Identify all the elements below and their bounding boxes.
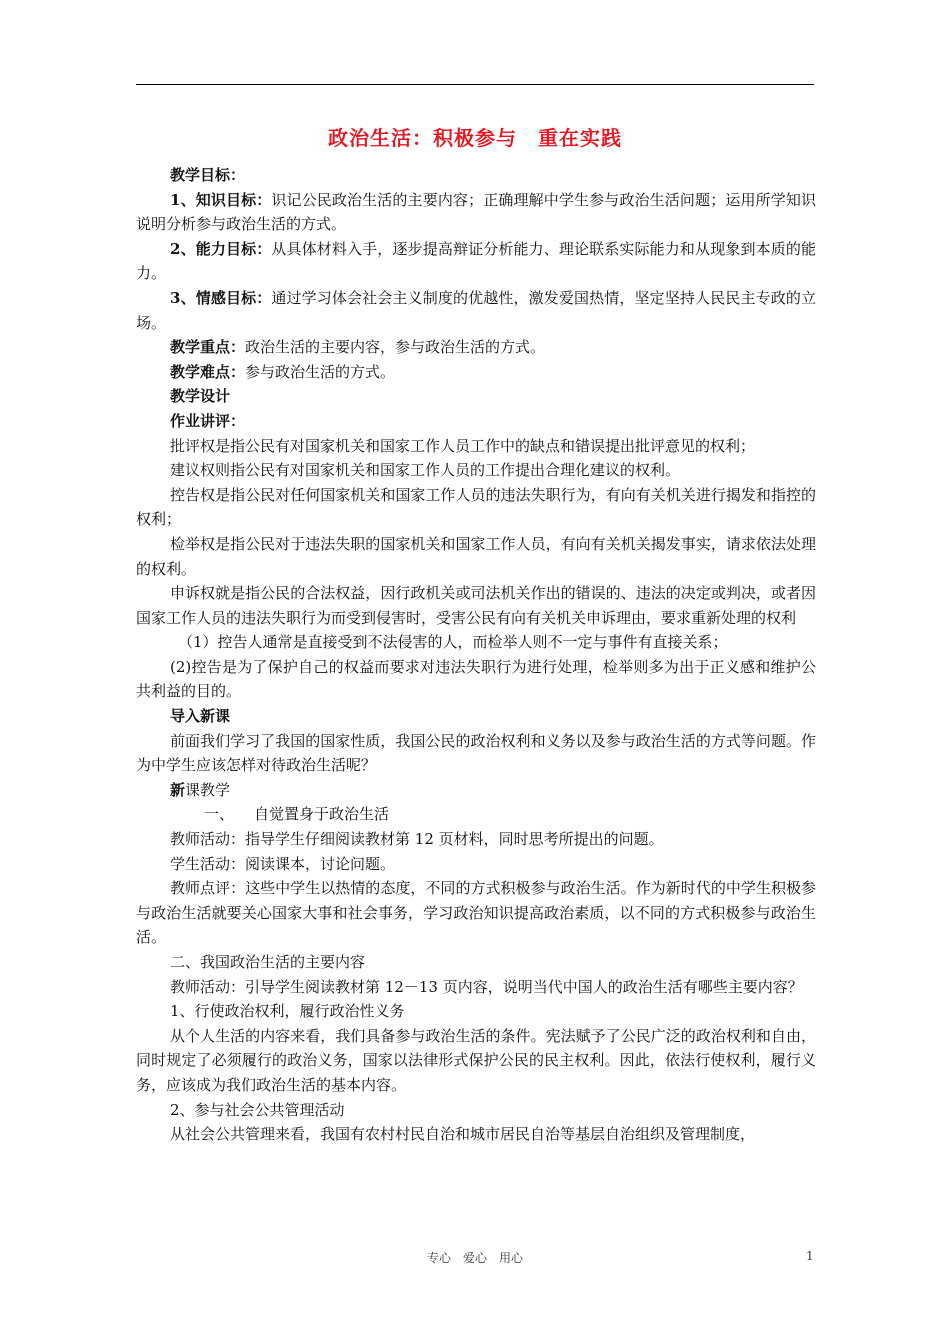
- homework-paragraph: 申诉权就是指公民的合法权益，因行政机关或司法机关作出的错误的、违法的决定或判决，或者因国家工作人员的违法失职行为而受到侵害时，受害公民有向有关机关申诉理由，要求重新处理的权利: [136, 584, 816, 627]
- new-lesson-heading: 新课教学: [170, 780, 231, 799]
- ability-objective: 2、能力目标：从具体材料入手，逐步提高辩证分析能力、理论联系实际能力和从现象到本质的能力。: [136, 239, 816, 283]
- homework-paragraph: 批评权是指公民有对国家机关和国家工作人员工作中的缺点和错误提出批评意见的权利；: [170, 436, 756, 455]
- page-title: 政治生活：积极参与 重在实践: [328, 126, 622, 150]
- emotion-objective: 3、情感目标：通过学习体会社会主义制度的优越性，激发爱国热情，坚定坚持人民民主专政的立场。: [136, 288, 816, 332]
- design-heading: 教学设计: [170, 387, 231, 406]
- note-paragraph: (2)控告是为了保护自己的权益而要求对违法失职行为进行处理，检举则多为出于正义感和维护公共利益的目的。: [136, 657, 816, 701]
- section1-heading: 一、 自觉置身于政治生活: [204, 805, 390, 824]
- subsection-paragraph: 从社会公共管理来看，我国有农村村民自治和城市居民自治等基层自治组织及管理制度，: [170, 1125, 756, 1144]
- homework-paragraph: 控告权是指公民对任何国家机关和国家工作人员的违法失职行为，有向有关机关进行揭发和指控的权利；: [136, 485, 816, 529]
- page-number: 1: [806, 1249, 814, 1263]
- header-rule: [136, 84, 814, 85]
- note-paragraph: （1）控告人通常是直接受到不法侵害的人，而检举人则不一定与事件有直接关系；: [178, 633, 728, 652]
- homework-heading: 作业讲评：: [170, 411, 246, 430]
- teacher-comment: 教师点评：这些中学生以热情的态度，不同的方式积极参与政治生活。作为新时代的中学生积极参与政治生活就要关心国家大事和社会事务，学习政治知识提高政治素质，以不同的方式积极参与政治生活。: [136, 879, 816, 947]
- document-body: [136, 163, 816, 1147]
- homework-paragraph: 建议权则指公民有对国家机关和国家工作人员的工作提出合理化建议的权利。: [170, 461, 681, 480]
- teacher-activity: 教师活动：引导学生阅读教材第 12－13 页内容，说明当代中国人的政治生活有哪些主要内容？: [170, 977, 803, 996]
- teacher-activity: 教师活动：指导学生仔细阅读教材第 12 页材料，同时思考所提出的问题。: [170, 830, 664, 849]
- student-activity: 学生活动：阅读课本，讨论问题。: [170, 854, 396, 873]
- knowledge-objective: 1、知识目标：识记公民政治生活的主要内容；正确理解中学生参与政治生活问题；运用所学知识说明分析参与政治生活的方式。: [136, 190, 816, 234]
- subsection-heading: 1、行使政治权利，履行政治性义务: [170, 1002, 405, 1021]
- intro-heading: 导入新课: [170, 707, 231, 726]
- intro-paragraph: 前面我们学习了我国的国家性质，我国公民的政治权利和义务以及参与政治生活的方式等问题。作为中学生应该怎样对待政治生活呢？: [136, 731, 816, 775]
- homework-paragraph: 检举权是指公民对于违法失职的国家机关和国家工作人员，有向有关机关揭发事实，请求依法处理的权利。: [136, 534, 816, 578]
- subsection-heading: 2、参与社会公共管理活动: [170, 1100, 345, 1119]
- subsection-paragraph: 从个人生活的内容来看，我们具备参与政治生活的条件。宪法赋予了公民广泛的政治权利和自由，同时规定了必须履行的政治义务，国家以法律形式保护公民的民主权利。因此，依法行使权利，履行义务，应该成为我们政治生活的基本内容。: [136, 1026, 816, 1094]
- difficulty: 教学难点：参与政治生活的方式。: [170, 362, 396, 381]
- objectives-heading: 教学目标：: [170, 166, 246, 184]
- section2-heading: 二、我国政治生活的主要内容: [170, 953, 366, 971]
- key-point: 教学重点：政治生活的主要内容，参与政治生活的方式。: [170, 338, 546, 357]
- footer-motto: 专心 爱心 用心: [426, 1251, 523, 1265]
